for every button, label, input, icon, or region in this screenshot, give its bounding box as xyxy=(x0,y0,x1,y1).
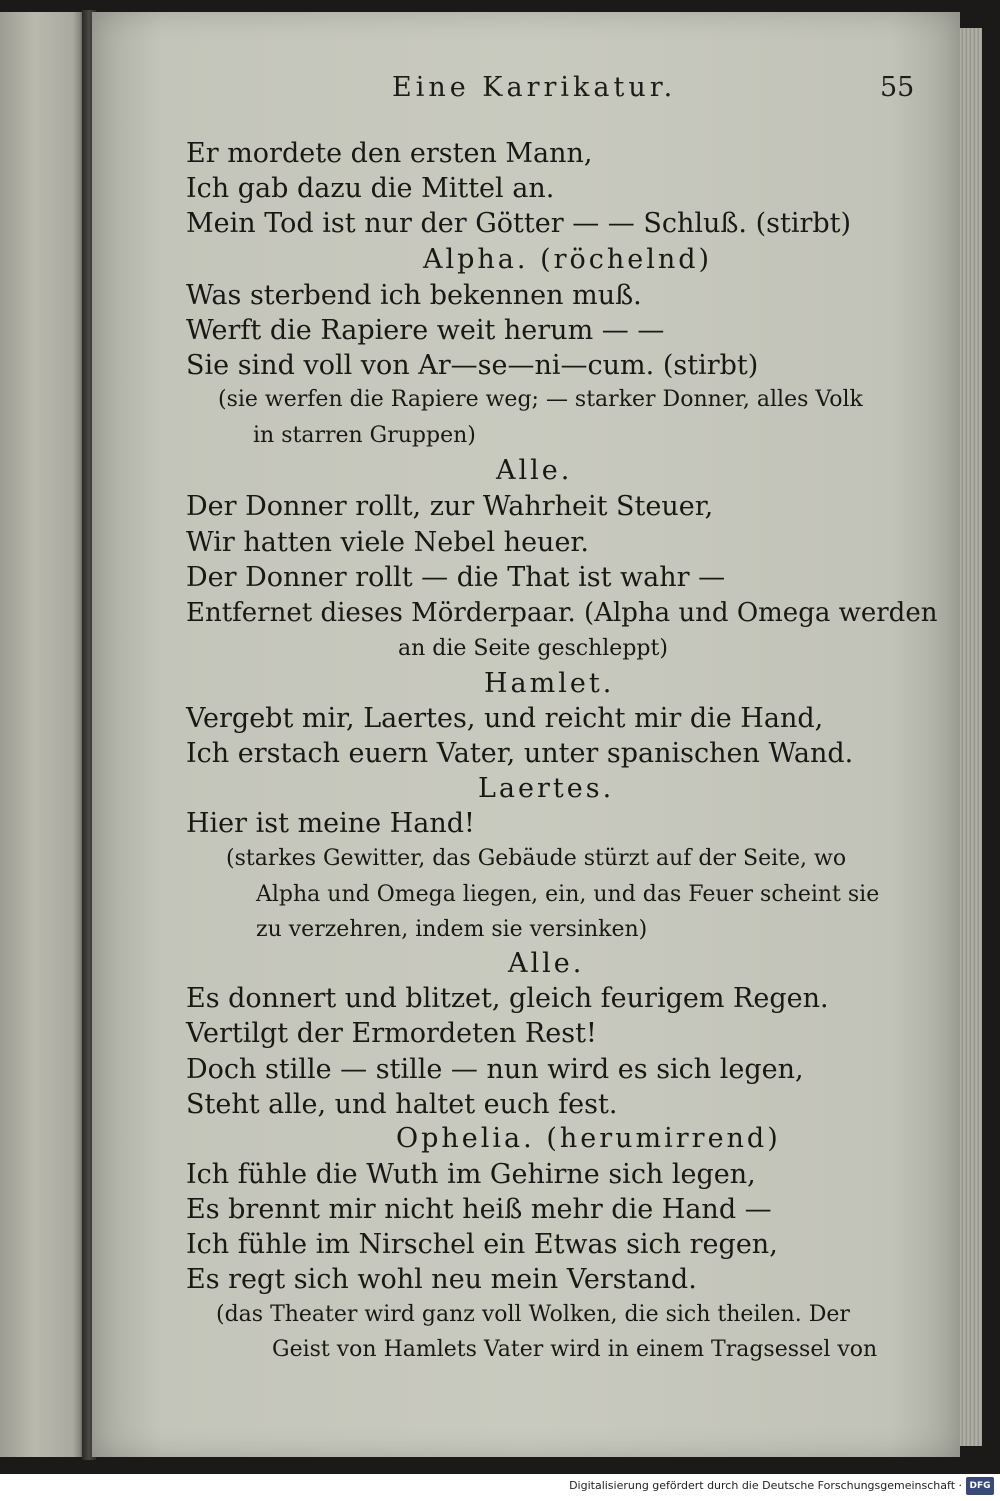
verse-line: Mein Tod ist nur der Götter — — Schluß. (stirbt) xyxy=(186,208,852,239)
dfg-logo-icon: DFG xyxy=(966,1477,994,1495)
stage-direction: in starren Gruppen) xyxy=(253,423,476,448)
stage-direction: Geist von Hamlets Vater wird in einem Tragsessel von xyxy=(272,1337,878,1362)
speaker-heading: Hamlet. xyxy=(484,668,615,699)
verse-line: Ich gab dazu die Mittel an. xyxy=(186,173,555,204)
speaker-heading: Alle. xyxy=(508,948,585,979)
verse-line: Es brennt mir nicht heiß mehr die Hand — xyxy=(186,1194,772,1225)
stage-direction: (starkes Gewitter, das Gebäude stürzt auf der Seite, wo xyxy=(226,846,847,871)
verse-line: Ich fühle im Nirschel ein Etwas sich regen, xyxy=(186,1229,778,1260)
digitization-footer xyxy=(0,1474,1000,1501)
funding-notice: Digitalisierung gefördert durch die Deutsche Forschungsgemeinschaft · xyxy=(569,1479,962,1492)
verse-line: Es regt sich wohl neu mein Verstand. xyxy=(186,1264,697,1295)
verse-line: Der Donner rollt — die That ist wahr — xyxy=(186,562,726,593)
verse-line: Der Donner rollt, zur Wahrheit Steuer, xyxy=(186,491,714,522)
verse-line: Ich erstach euern Vater, unter spanischen Wand. xyxy=(186,738,854,769)
stage-direction: zu verzehren, indem sie versinken) xyxy=(256,917,648,942)
verse-line: Ich fühle die Wuth im Gehirne sich legen, xyxy=(186,1159,756,1190)
verse-line: Doch stille — stille — nun wird es sich legen, xyxy=(186,1054,804,1085)
speaker-heading: Ophelia. (herumirrend) xyxy=(396,1123,781,1154)
verse-line: Hier ist meine Hand! xyxy=(186,808,475,839)
running-title: Eine Karrikatur. xyxy=(392,72,677,103)
page-stack-edge xyxy=(958,28,982,1446)
verse-line: Vergebt mir, Laertes, und reicht mir die Hand, xyxy=(186,703,824,734)
stage-direction: Alpha und Omega liegen, ein, und das Feuer scheint sie xyxy=(256,882,880,907)
stage-direction: (sie werfen die Rapiere weg; — starker Donner, alles Volk xyxy=(218,387,863,412)
verse-line: Werft die Rapiere weit herum — — xyxy=(186,315,665,346)
verse-line: Es donnert und blitzet, gleich feurigem Regen. xyxy=(186,983,829,1014)
verse-line: Entfernet dieses Mörderpaar. (Alpha und Omega werden xyxy=(186,598,938,628)
verse-line: Er mordete den ersten Mann, xyxy=(186,138,593,169)
stage-direction: an die Seite geschleppt) xyxy=(398,636,668,661)
speaker-heading: Alpha. (röchelnd) xyxy=(423,244,713,275)
page-number: 55 xyxy=(880,72,915,103)
verse-line: Wir hatten viele Nebel heuer. xyxy=(186,527,589,558)
verse-line: Was sterbend ich bekennen muß. xyxy=(186,280,642,311)
verse-line: Steht alle, und haltet euch fest. xyxy=(186,1089,618,1120)
speaker-heading: Laertes. xyxy=(478,773,615,804)
left-page-edge xyxy=(0,12,86,1457)
verse-line: Sie sind voll von Ar—se—ni—cum. (stirbt) xyxy=(186,350,759,381)
stage-direction: (das Theater wird ganz voll Wolken, die sich theilen. Der xyxy=(216,1302,850,1327)
verse-line: Vertilgt der Ermordeten Rest! xyxy=(186,1018,597,1049)
speaker-heading: Alle. xyxy=(496,455,573,486)
